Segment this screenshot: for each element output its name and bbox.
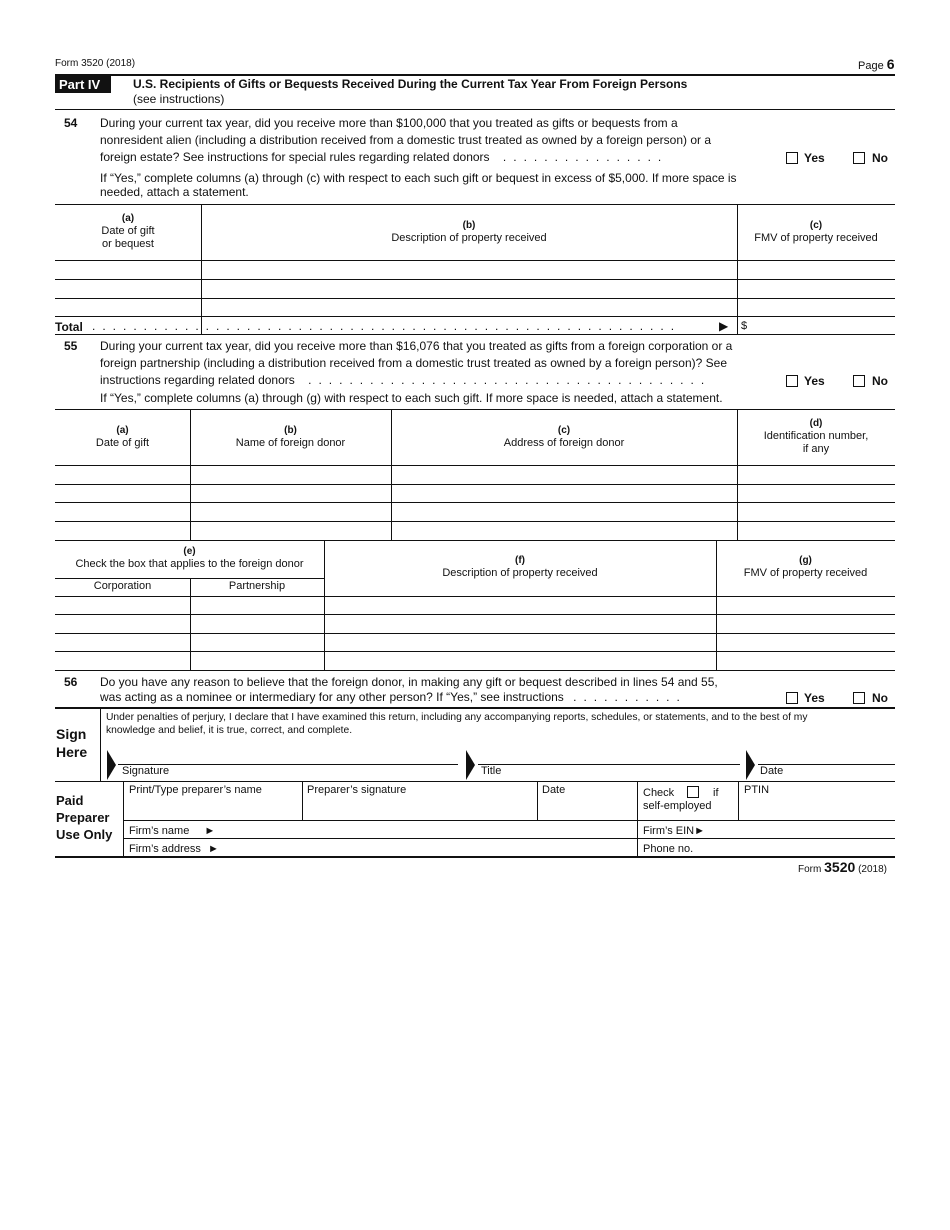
q54-total-amount[interactable] bbox=[752, 317, 894, 334]
leader-dots: ......................................................... bbox=[92, 319, 682, 333]
q55-number: 55 bbox=[64, 339, 78, 353]
leader-dots: ................ bbox=[502, 150, 669, 164]
q54-row3-description[interactable] bbox=[202, 299, 737, 316]
q55-col-c-letter: (c) bbox=[557, 425, 571, 436]
phone-label: Phone no. bbox=[643, 843, 694, 855]
q54-row1-date[interactable] bbox=[56, 261, 201, 279]
q55-row-line bbox=[55, 521, 895, 522]
q54-row3-date[interactable] bbox=[56, 299, 201, 316]
q56-yes-checkbox[interactable] bbox=[786, 692, 798, 704]
q55-col-f-letter: (f) bbox=[515, 555, 525, 566]
q55-col-e-title: Check the box that applies to the foreign donor bbox=[75, 558, 304, 570]
top-rule bbox=[55, 74, 895, 76]
part-badge: Part IV bbox=[55, 76, 111, 93]
preparer-name-label: Print/Type preparer’s name bbox=[129, 784, 262, 796]
preparer-title bbox=[56, 792, 112, 843]
q56-line2 bbox=[100, 689, 687, 706]
q55-row-fmv-cell[interactable] bbox=[717, 597, 895, 614]
q54-col-b-letter: (b) bbox=[462, 220, 476, 231]
self-employed-checkbox[interactable] bbox=[687, 786, 699, 798]
q55-row-date-cell[interactable] bbox=[56, 466, 190, 484]
q55-col-b-letter: (b) bbox=[284, 425, 297, 436]
part-subtitle: (see instructions) bbox=[133, 92, 225, 106]
title-label: Title bbox=[481, 765, 502, 777]
leader-dots: ........... bbox=[573, 690, 687, 704]
sign-top-rule bbox=[55, 707, 895, 709]
footer-form-year: (2018) bbox=[858, 864, 887, 875]
q54-total-label: Total bbox=[55, 320, 83, 334]
q54-col-c-header bbox=[737, 219, 895, 245]
q56-number: 56 bbox=[64, 675, 78, 689]
q56-line2-text: was acting as a nominee or intermediary for any other person? If “Yes,” see instructions bbox=[100, 690, 564, 704]
q54-col-b-header bbox=[201, 219, 737, 245]
q56-line1: Do you have any reason to believe that the foreign donor, in making any gift or bequest described in lines 54 and 55, bbox=[100, 675, 718, 689]
q55-col-e-corporation: Corporation bbox=[93, 580, 152, 592]
sign-divider bbox=[100, 708, 101, 781]
q55-line2: foreign partnership (including a distribution received from a domestic trust treated as owned by a foreign person)? See bbox=[100, 356, 728, 370]
preparer-signature-label: Preparer’s signature bbox=[307, 784, 407, 796]
q55-row-id-number-cell[interactable] bbox=[738, 466, 895, 484]
firm-address-arrow-icon: ► bbox=[208, 843, 219, 855]
preparer-col-divider bbox=[637, 781, 638, 856]
signature-field[interactable] bbox=[118, 745, 458, 764]
firm-name-arrow-icon: ► bbox=[204, 825, 216, 837]
q55-row-partnership-cell[interactable] bbox=[191, 597, 324, 614]
sign-title bbox=[56, 725, 87, 761]
form-label: Form 3520 (2018) bbox=[55, 58, 136, 69]
perjury-line1: Under penalties of perjury, I declare that I have examined this return, including any accompanying reports, schedules, or statements, and to the best of my bbox=[106, 712, 808, 723]
q54-line2: nonresident alien (including a distribution received from a domestic trust treated as owned by a foreign person) or a bbox=[100, 133, 711, 147]
preparer-title-2: Preparer bbox=[56, 810, 110, 825]
q56-no-checkbox[interactable] bbox=[853, 692, 865, 704]
self-employed-label: self-employed bbox=[643, 800, 712, 812]
q54-col-a-letter: (a) bbox=[121, 213, 135, 224]
q55-row-description-cell[interactable] bbox=[325, 597, 716, 614]
q54-line3-text: foreign estate? See instructions for special rules regarding related donors bbox=[100, 150, 490, 164]
perjury-line2: knowledge and belief, it is true, correct, and complete. bbox=[106, 725, 353, 736]
q55-row-line bbox=[55, 651, 895, 652]
q54-row3-fmv[interactable] bbox=[738, 299, 895, 316]
ptin-field[interactable] bbox=[739, 797, 895, 819]
q56-no-label: No bbox=[872, 691, 888, 705]
q55-ifyes: If “Yes,” complete columns (a) through (g) with respect to each such gift. If more space is needed, attach a statement. bbox=[100, 391, 723, 405]
title-arrow-icon bbox=[466, 750, 475, 780]
q54-yes-checkbox[interactable] bbox=[786, 152, 798, 164]
page-word: Page bbox=[858, 60, 884, 72]
q54-total-arrow: ▶ bbox=[719, 319, 729, 333]
preparer-title-3: Use Only bbox=[56, 827, 113, 842]
q54-row1-description[interactable] bbox=[202, 261, 737, 279]
q55-col-b-header bbox=[190, 424, 391, 450]
q55-col-d-title2: if any bbox=[802, 443, 830, 455]
q54-col-c-title: FMV of property received bbox=[754, 232, 878, 244]
q55-table1-top bbox=[55, 409, 895, 410]
q54-col-a-title1: Date of gift bbox=[101, 225, 155, 237]
q55-col-a-title: Date of gift bbox=[95, 437, 150, 449]
q54-row1-fmv[interactable] bbox=[738, 261, 895, 279]
firm-ein-arrow-icon: ► bbox=[694, 825, 706, 837]
q54-col-a-header bbox=[55, 212, 201, 251]
q55-col-d-title1: Identification number, bbox=[763, 430, 869, 442]
footer-form bbox=[798, 859, 887, 875]
check-if-label: if bbox=[713, 787, 719, 799]
q55-col-f-header bbox=[324, 554, 716, 580]
firm-address-label bbox=[129, 843, 219, 855]
q55-row-line bbox=[55, 614, 895, 615]
q54-table-top bbox=[55, 204, 895, 205]
leader-dots: ....................................... bbox=[308, 373, 712, 387]
phone-field[interactable] bbox=[700, 839, 895, 856]
preparer-title-1: Paid bbox=[56, 793, 84, 808]
q55-col-a-letter: (a) bbox=[116, 425, 129, 436]
sign-title-2: Here bbox=[56, 744, 88, 760]
firm-address-field[interactable] bbox=[220, 839, 636, 856]
firm-ein-field[interactable] bbox=[708, 821, 895, 838]
q55-col-e-letter: (e) bbox=[183, 546, 196, 557]
q54-col-c-letter: (c) bbox=[809, 220, 823, 231]
q55-col-c-header bbox=[391, 424, 737, 450]
q55-col-e-partnership: Partnership bbox=[228, 580, 286, 592]
preparer-signature-field[interactable] bbox=[303, 797, 537, 819]
sign-title-1: Sign bbox=[56, 726, 87, 742]
preparer-name-field[interactable] bbox=[124, 797, 302, 819]
q54-total-bottom bbox=[55, 334, 895, 335]
ptin-label: PTIN bbox=[744, 784, 770, 796]
q54-total-dollar: $ bbox=[741, 320, 748, 332]
title-field[interactable] bbox=[478, 745, 740, 764]
q55-row-corporation-cell[interactable] bbox=[56, 597, 190, 614]
date-field[interactable] bbox=[758, 745, 894, 764]
q55-no-checkbox[interactable] bbox=[853, 375, 865, 387]
footer-form-number: 3520 bbox=[824, 859, 856, 875]
q55-row-line bbox=[55, 502, 895, 503]
preparer-bottom-rule bbox=[55, 856, 895, 858]
q55-col-g-letter: (g) bbox=[799, 555, 812, 566]
q55-col-g-title: FMV of property received bbox=[743, 567, 868, 579]
q55-row-line bbox=[55, 540, 895, 541]
q55-col-g-header bbox=[716, 554, 895, 580]
q55-col-b-title: Name of foreign donor bbox=[235, 437, 346, 449]
preparer-date-label: Date bbox=[542, 784, 566, 796]
firm-name-label bbox=[129, 825, 215, 837]
q55-row-line bbox=[55, 484, 895, 485]
preparer-top-rule bbox=[55, 781, 895, 782]
q55-yes-label: Yes bbox=[804, 374, 825, 388]
title-line bbox=[478, 764, 740, 765]
q55-col-a-header bbox=[55, 424, 190, 450]
q54-no-label: No bbox=[872, 151, 888, 165]
q54-row2-description[interactable] bbox=[202, 280, 737, 298]
q55-row-donor-address-cell[interactable] bbox=[392, 466, 737, 484]
firm-ein-label bbox=[643, 825, 705, 837]
q55-col-d-letter: (d) bbox=[809, 418, 823, 429]
preparer-date-field[interactable] bbox=[538, 797, 637, 819]
q54-no-checkbox[interactable] bbox=[853, 152, 865, 164]
footer-form-word: Form bbox=[798, 864, 822, 875]
q55-col-e-subrule bbox=[55, 578, 324, 579]
date-arrow-icon bbox=[746, 750, 755, 780]
q54-row2-date[interactable] bbox=[56, 280, 201, 298]
q55-col-c-title: Address of foreign donor bbox=[503, 437, 625, 449]
q55-row-donor-name-cell[interactable] bbox=[191, 466, 391, 484]
part-title: U.S. Recipients of Gifts or Bequests Received During the Current Tax Year From Foreign Persons bbox=[133, 77, 688, 91]
page-number: 6 bbox=[886, 56, 895, 72]
q55-line3-text: instructions regarding related donors bbox=[100, 373, 295, 387]
firm-name-text: Firm’s name bbox=[129, 825, 190, 837]
q55-no-label: No bbox=[872, 374, 888, 388]
firm-ein-text: Firm’s EIN bbox=[643, 825, 695, 837]
q55-col-d-header bbox=[737, 417, 895, 456]
q55-table2-bottom bbox=[55, 670, 895, 671]
q54-line3 bbox=[100, 149, 668, 166]
q55-col-f-title: Description of property received bbox=[442, 567, 598, 579]
signature-label: Signature bbox=[122, 765, 170, 777]
q54-line1: During your current tax year, did you receive more than $100,000 that you treated as gifts or bequests from a bbox=[100, 116, 678, 130]
q54-ifyes-line1: If “Yes,” complete columns (a) through (c) with respect to each such gift or bequest in excess of $5,000. If more space is bbox=[100, 171, 737, 185]
q55-row-line bbox=[55, 633, 895, 634]
page-label bbox=[858, 56, 895, 72]
part-rule bbox=[55, 109, 895, 110]
firm-address-text: Firm’s address bbox=[129, 843, 201, 855]
q54-col-b-title: Description of property received bbox=[391, 232, 547, 244]
signature-arrow-icon bbox=[107, 750, 116, 780]
q54-ifyes-line2: needed, attach a statement. bbox=[100, 185, 249, 199]
firm-name-field[interactable] bbox=[220, 821, 636, 838]
q54-row2-fmv[interactable] bbox=[738, 280, 895, 298]
q55-line3 bbox=[100, 372, 711, 389]
q54-yes-label: Yes bbox=[804, 151, 825, 165]
q54-number: 54 bbox=[64, 116, 78, 130]
date-label: Date bbox=[760, 765, 784, 777]
q55-line1: During your current tax year, did you receive more than $16,076 that you treated as gifts from a foreign corporation or a bbox=[100, 339, 733, 353]
q54-col-a-title2: or bequest bbox=[102, 238, 154, 250]
q55-yes-checkbox[interactable] bbox=[786, 375, 798, 387]
q56-yes-label: Yes bbox=[804, 691, 825, 705]
check-label: Check bbox=[643, 787, 675, 799]
q55-col-e-header bbox=[55, 545, 324, 571]
